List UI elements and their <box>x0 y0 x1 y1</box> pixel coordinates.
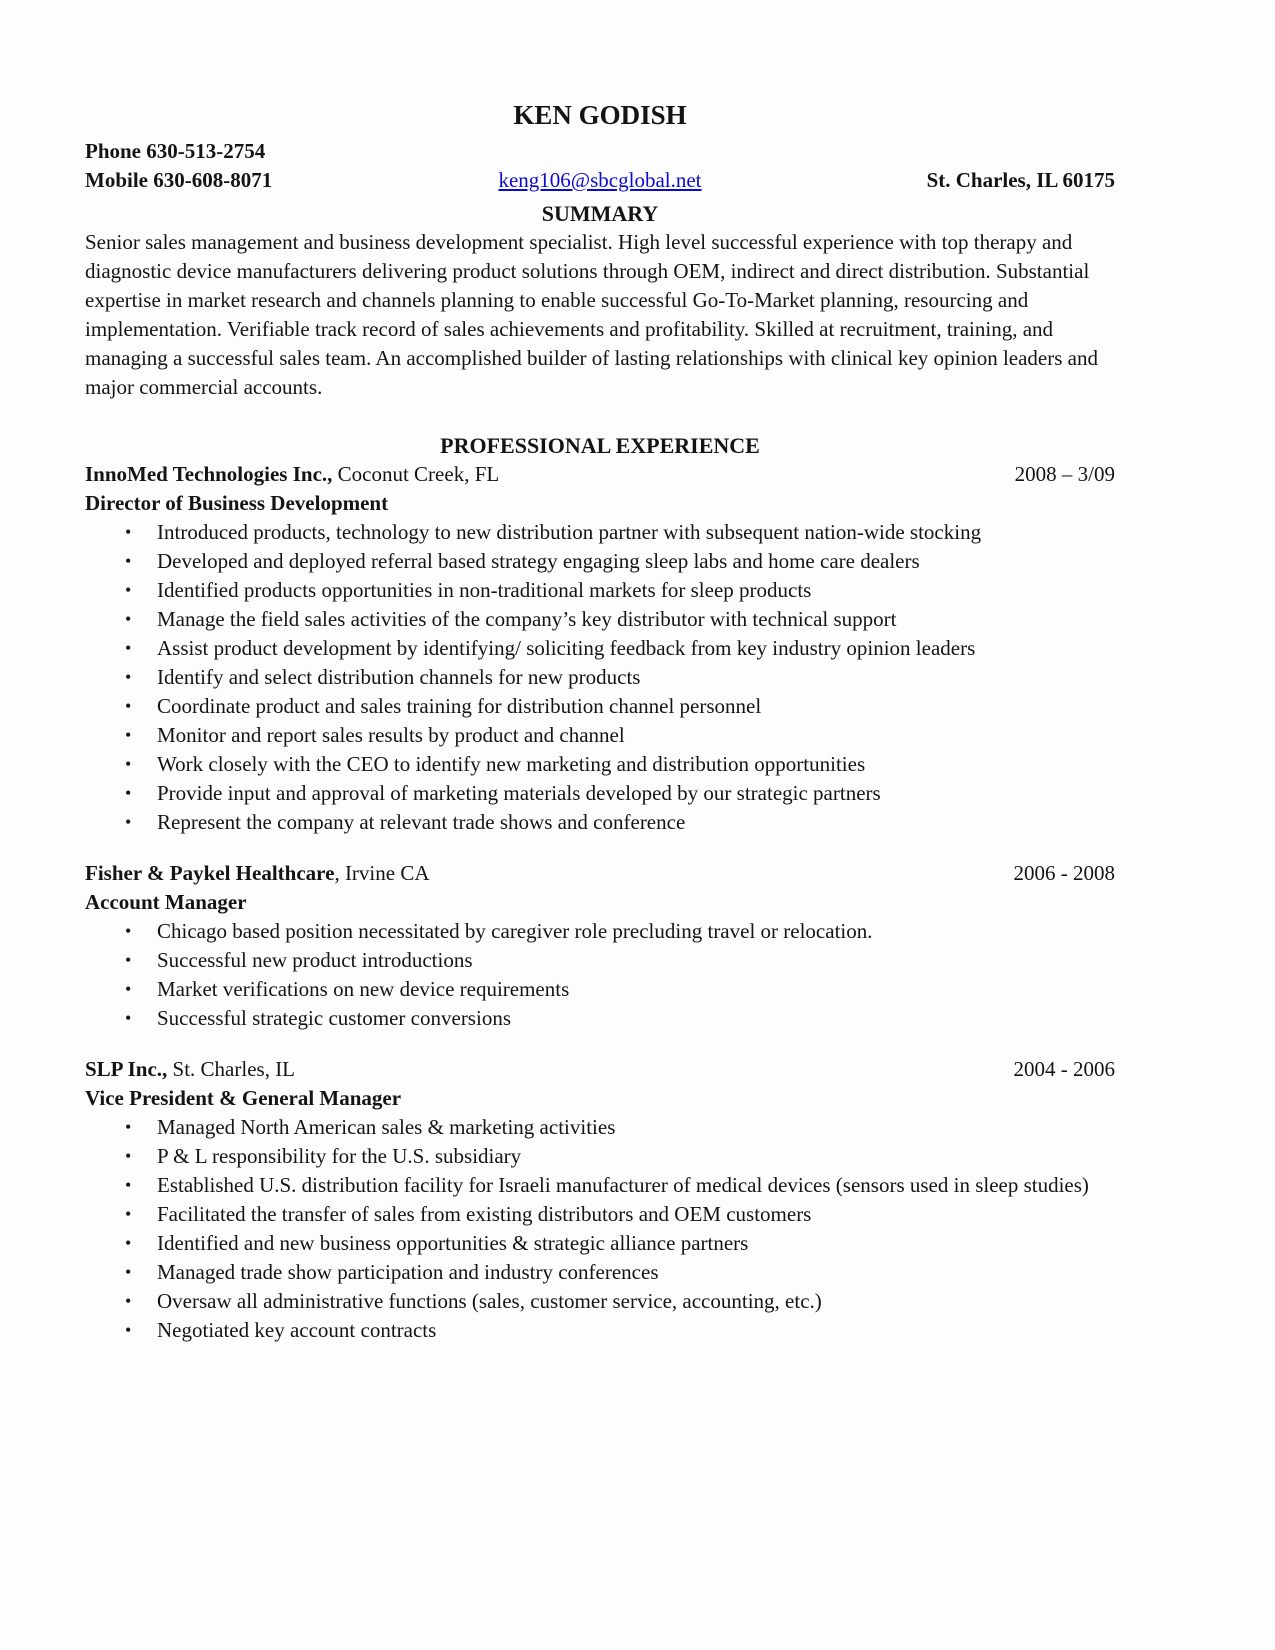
bullet-item <box>85 917 1115 946</box>
bullet-item <box>85 1316 1115 1345</box>
company-name: SLP Inc., <box>85 1057 168 1081</box>
summary-heading: SUMMARY <box>541 201 659 226</box>
job-title: Account Manager <box>85 890 247 914</box>
bullet-icon: • <box>125 696 132 716</box>
job-fisher-paykel <box>85 859 1115 1033</box>
bullet-item <box>85 547 1115 576</box>
bullet-item <box>85 1142 1115 1171</box>
summary-paragraph: Senior sales management and business development specialist. High level successful experience with top therapy and diagnostic device manufacturers delivering product solutions through OEM, indirect and direct distribution. Substantial expertise in market research and channels planning to enable successful Go-To-Market planning, resourcing and implementation. Verifiable track record of sales achievements and profitability. Skilled at recruitment, training, and managing a successful sales team. An accomplished builder of lasting relationships with clinical key opinion leaders and major commercial accounts. <box>85 230 1098 399</box>
job-title: Director of Business Development <box>85 491 389 515</box>
job-bullet-list <box>85 518 1115 837</box>
bullet-text: Negotiated key account contracts <box>157 1318 437 1342</box>
bullet-icon: • <box>125 522 132 542</box>
bullet-item <box>85 634 1115 663</box>
bullet-icon: • <box>125 979 132 999</box>
bullet-item <box>85 1113 1115 1142</box>
job-company-line <box>85 1055 295 1084</box>
job-dates: 2008 – 3/09 <box>1014 462 1115 486</box>
job-innomed <box>85 460 1115 837</box>
bullet-icon: • <box>125 1175 132 1195</box>
bullet-icon: • <box>125 812 132 832</box>
experience-heading: PROFESSIONAL EXPERIENCE <box>440 433 760 458</box>
bullet-icon: • <box>125 1204 132 1224</box>
bullet-icon: • <box>125 783 132 803</box>
bullet-item <box>85 1258 1115 1287</box>
bullet-text: Oversaw all administrative functions (sales, customer service, accounting, etc.) <box>157 1289 822 1313</box>
bullet-item <box>85 750 1115 779</box>
bullet-text: Successful new product introductions <box>157 948 473 972</box>
bullet-text: Established U.S. distribution facility for Israeli manufacturer of medical devices (sensors used in sleep studies) <box>157 1173 1089 1197</box>
job-company-line <box>85 859 430 888</box>
bullet-item <box>85 808 1115 837</box>
bullet-text: Identify and select distribution channels for new products <box>157 665 641 689</box>
bullet-icon: • <box>125 1291 132 1311</box>
mobile-line: Mobile 630-608-8071 <box>85 168 273 192</box>
bullet-text: Managed North American sales & marketing activities <box>157 1115 616 1139</box>
bullet-icon: • <box>125 667 132 687</box>
bullet-text: Market verifications on new device requirements <box>157 977 570 1001</box>
job-dates: 2006 - 2008 <box>1013 861 1115 885</box>
bullet-icon: • <box>125 921 132 941</box>
bullet-item <box>85 1287 1115 1316</box>
bullet-icon: • <box>125 754 132 774</box>
bullet-text: Managed trade show participation and industry conferences <box>157 1260 659 1284</box>
bullet-text: Successful strategic customer conversions <box>157 1006 511 1030</box>
bullet-item <box>85 975 1115 1004</box>
bullet-item <box>85 692 1115 721</box>
job-bullet-list <box>85 1113 1115 1345</box>
bullet-text: Introduced products, technology to new distribution partner with subsequent nation-wide stocking <box>157 520 982 544</box>
job-dates: 2004 - 2006 <box>1013 1057 1115 1081</box>
bullet-item <box>85 721 1115 750</box>
bullet-icon: • <box>125 1320 132 1340</box>
company-location: Coconut Creek, FL <box>332 462 500 486</box>
bullet-icon: • <box>125 1233 132 1253</box>
contact-row <box>85 166 1115 195</box>
bullet-icon: • <box>125 725 132 745</box>
bullet-text: Identified products opportunities in non-traditional markets for sleep products <box>157 578 812 602</box>
location-text: St. Charles, IL 60175 <box>926 168 1115 192</box>
bullet-item <box>85 1229 1115 1258</box>
company-location: St. Charles, IL <box>167 1057 296 1081</box>
bullet-text: Represent the company at relevant trade shows and conference <box>157 810 686 834</box>
bullet-item <box>85 518 1115 547</box>
bullet-item <box>85 1004 1115 1033</box>
bullet-item <box>85 1171 1115 1200</box>
bullet-icon: • <box>125 580 132 600</box>
bullet-item <box>85 1200 1115 1229</box>
job-title: Vice President & General Manager <box>85 1086 402 1110</box>
company-name: Fisher & Paykel Healthcare <box>85 861 335 885</box>
bullet-icon: • <box>125 609 132 629</box>
bullet-icon: • <box>125 1008 132 1028</box>
bullet-item <box>85 663 1115 692</box>
job-slp <box>85 1055 1115 1345</box>
bullet-text: Developed and deployed referral based strategy engaging sleep labs and home care dealers <box>157 549 920 573</box>
bullet-text: Chicago based position necessitated by caregiver role precluding travel or relocation. <box>157 919 873 943</box>
bullet-icon: • <box>125 1117 132 1137</box>
bullet-text: Provide input and approval of marketing materials developed by our strategic partners <box>157 781 881 805</box>
bullet-text: Identified and new business opportunities & strategic alliance partners <box>157 1231 749 1255</box>
bullet-icon: • <box>125 638 132 658</box>
email-link[interactable]: keng106@sbcglobal.net <box>498 168 702 192</box>
job-header <box>85 1055 1115 1084</box>
bullet-text: P & L responsibility for the U.S. subsidiary <box>157 1144 522 1168</box>
job-header <box>85 460 1115 489</box>
bullet-icon: • <box>125 551 132 571</box>
job-company-line <box>85 460 499 489</box>
bullet-text: Coordinate product and sales training for distribution channel personnel <box>157 694 762 718</box>
bullet-item <box>85 576 1115 605</box>
bullet-item <box>85 605 1115 634</box>
bullet-text: Monitor and report sales results by product and channel <box>157 723 625 747</box>
bullet-text: Facilitated the transfer of sales from existing distributors and OEM customers <box>157 1202 812 1226</box>
job-header <box>85 859 1115 888</box>
bullet-text: Work closely with the CEO to identify new marketing and distribution opportunities <box>157 752 866 776</box>
company-name: InnoMed Technologies Inc., <box>85 462 333 486</box>
bullet-item <box>85 946 1115 975</box>
company-location: , Irvine CA <box>334 861 430 885</box>
bullet-icon: • <box>125 950 132 970</box>
bullet-icon: • <box>125 1262 132 1282</box>
bullet-text: Assist product development by identifying/ soliciting feedback from key industry opinion leaders <box>157 636 976 660</box>
bullet-item <box>85 779 1115 808</box>
bullet-text: Manage the field sales activities of the company’s key distributor with technical support <box>157 607 897 631</box>
job-bullet-list <box>85 917 1115 1033</box>
phone-line: Phone 630-513-2754 <box>85 139 266 163</box>
page-title: KEN GODISH <box>513 100 687 130</box>
bullet-icon: • <box>125 1146 132 1166</box>
